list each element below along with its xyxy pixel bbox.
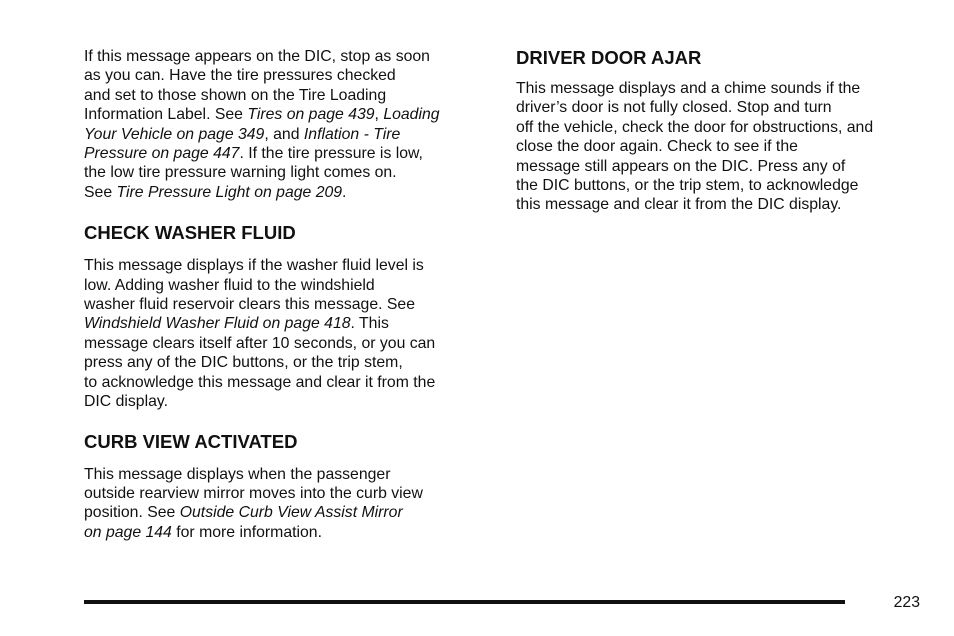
text-line: close the door again. Check to see if the	[516, 138, 798, 156]
text-line	[84, 105, 494, 124]
text-run: ,	[374, 106, 384, 124]
text-line: the low tire pressure warning light comes on.	[84, 164, 397, 182]
right-column	[516, 47, 926, 215]
page-number: 223	[893, 594, 920, 611]
driver-door-ajar-paragraph	[516, 79, 926, 215]
text-line	[84, 125, 494, 144]
text-line	[84, 314, 494, 333]
page-reference: Loading	[383, 106, 440, 124]
page-reference: Inflation - Tire	[303, 125, 401, 143]
page-reference: Pressure on page 447	[84, 145, 240, 163]
page-reference: on page 144	[84, 523, 172, 541]
text-run: . This	[350, 315, 389, 333]
text-line: outside rearview mirror moves into the curb view	[84, 484, 423, 502]
text-line: press any of the DIC buttons, or the trip stem,	[84, 354, 403, 372]
tire-pressure-paragraph	[84, 47, 494, 202]
text-line: If this message appears on the DIC, stop as soon	[84, 48, 430, 65]
text-line: as you can. Have the tire pressures checked	[84, 67, 396, 85]
text-line: this message and clear it from the DIC display.	[516, 196, 842, 214]
page-reference: Your Vehicle on page 349	[84, 125, 265, 143]
page-reference: Tires on page 439	[247, 106, 375, 124]
left-column	[84, 47, 494, 542]
text-line: This message displays when the passenger	[84, 465, 391, 483]
page-reference: Tire Pressure Light on page 209	[116, 183, 343, 201]
text-run: See	[84, 183, 117, 201]
check-washer-fluid-paragraph	[84, 256, 494, 411]
curb-view-activated-paragraph	[84, 465, 494, 543]
text-line: This message displays if the washer fluid level is	[84, 257, 424, 275]
text-run: . If the tire pressure is low,	[239, 145, 423, 163]
text-line: to acknowledge this message and clear it from the	[84, 373, 436, 391]
text-line: the DIC buttons, or the trip stem, to acknowledge	[516, 177, 859, 195]
text-line: and set to those shown on the Tire Loading	[84, 86, 387, 104]
footer-rule	[84, 600, 845, 604]
text-line: message clears itself after 10 seconds, or you can	[84, 334, 436, 352]
text-line	[84, 503, 494, 522]
text-line: driver’s door is not fully closed. Stop and turn	[516, 99, 832, 117]
text-line: washer fluid reservoir clears this message. See	[84, 296, 415, 314]
check-washer-fluid-heading: CHECK WASHER FLUID	[84, 222, 296, 244]
text-run: Information Label. See	[84, 106, 248, 124]
text-line: off the vehicle, check the door for obstructions, and	[516, 118, 874, 136]
text-line: DIC display.	[84, 393, 168, 411]
text-line: low. Adding washer fluid to the windshield	[84, 276, 375, 294]
page-reference: Windshield Washer Fluid on page 418	[84, 315, 351, 333]
text-line	[84, 183, 494, 202]
driver-door-ajar-heading: DRIVER DOOR AJAR	[516, 47, 702, 68]
text-line	[84, 144, 494, 163]
text-line	[84, 523, 494, 542]
text-run: , and	[264, 125, 304, 143]
text-line: This message displays and a chime sounds if the	[516, 80, 861, 97]
page-reference: Outside Curb View Assist Mirror	[179, 504, 403, 522]
curb-view-activated-heading: CURB VIEW ACTIVATED	[84, 430, 298, 452]
text-run: .	[342, 183, 347, 201]
text-run: for more information.	[171, 523, 322, 541]
text-line: message still appears on the DIC. Press any of	[516, 157, 846, 175]
text-run: position. See	[84, 504, 180, 522]
